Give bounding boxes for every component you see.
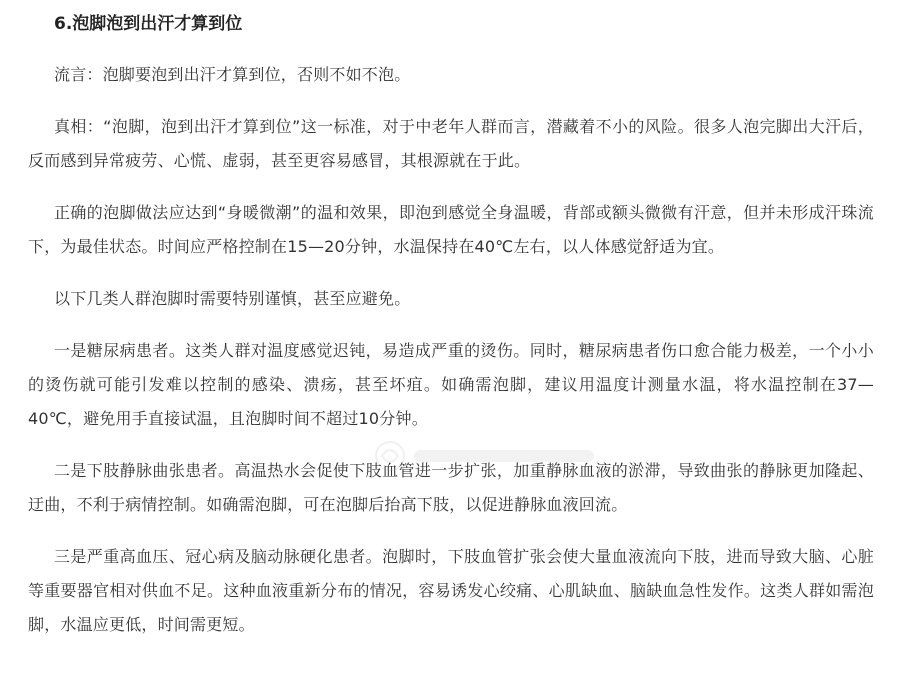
section-heading: 6.泡脚泡到出汗才算到位 (54, 14, 243, 34)
article-body (28, 8, 874, 642)
paragraph-caution-groups: 以下几类人群泡脚时需要特别谨慎，甚至应避免。 (54, 289, 411, 308)
paragraph-myth: 流言：泡脚要泡到出汗才算到位，否则不如不泡。 (54, 65, 411, 84)
paragraph-correct-method: 正确的泡脚做法应达到“身暖微潮”的温和效果，即泡到感觉全身温暖，背部或额头微微有汗意，但并未形成汗珠流下，为最佳状态。时间应严格控制在15—20分钟，水温保持在40℃左右，以人体感觉舒适为宜。 (28, 203, 874, 256)
paragraph-hypertension: 三是严重高血压、冠心病及脑动脉硬化患者。泡脚时，下肢血管扩张会使大量血液流向下肢，进而导致大脑、心脏等重要器官相对供血不足。这种血液重新分布的情况，容易诱发心绞痛、心肌缺血、脑缺血急性发作。这类人群如需泡脚，水温应更低，时间需更短。 (28, 547, 874, 634)
paragraph-truth: 真相：“泡脚，泡到出汗才算到位”这一标准，对于中老年人群而言，潜藏着不小的风险。很多人泡完脚出大汗后，反而感到异常疲劳、心慌、虚弱，甚至更容易感冒，其根源就在于此。 (28, 117, 874, 170)
paragraph-diabetes: 一是糖尿病患者。这类人群对温度感觉迟钝，易造成严重的烫伤。同时，糖尿病患者伤口愈合能力极差，一个小小的烫伤就可能引发难以控制的感染、溃疡，甚至坏疽。如确需泡脚，建议用温度计测量水温，将水温控制在37—40℃，避免用手直接试温，且泡脚时间不超过10分钟。 (28, 341, 874, 428)
paragraph-varicose-veins: 二是下肢静脉曲张患者。高温热水会促使下肢血管进一步扩张，加重静脉血液的淤滞，导致曲张的静脉更加隆起、迂曲，不利于病情控制。如确需泡脚，可在泡脚后抬高下肢，以促进静脉血液回流。 (28, 461, 874, 514)
